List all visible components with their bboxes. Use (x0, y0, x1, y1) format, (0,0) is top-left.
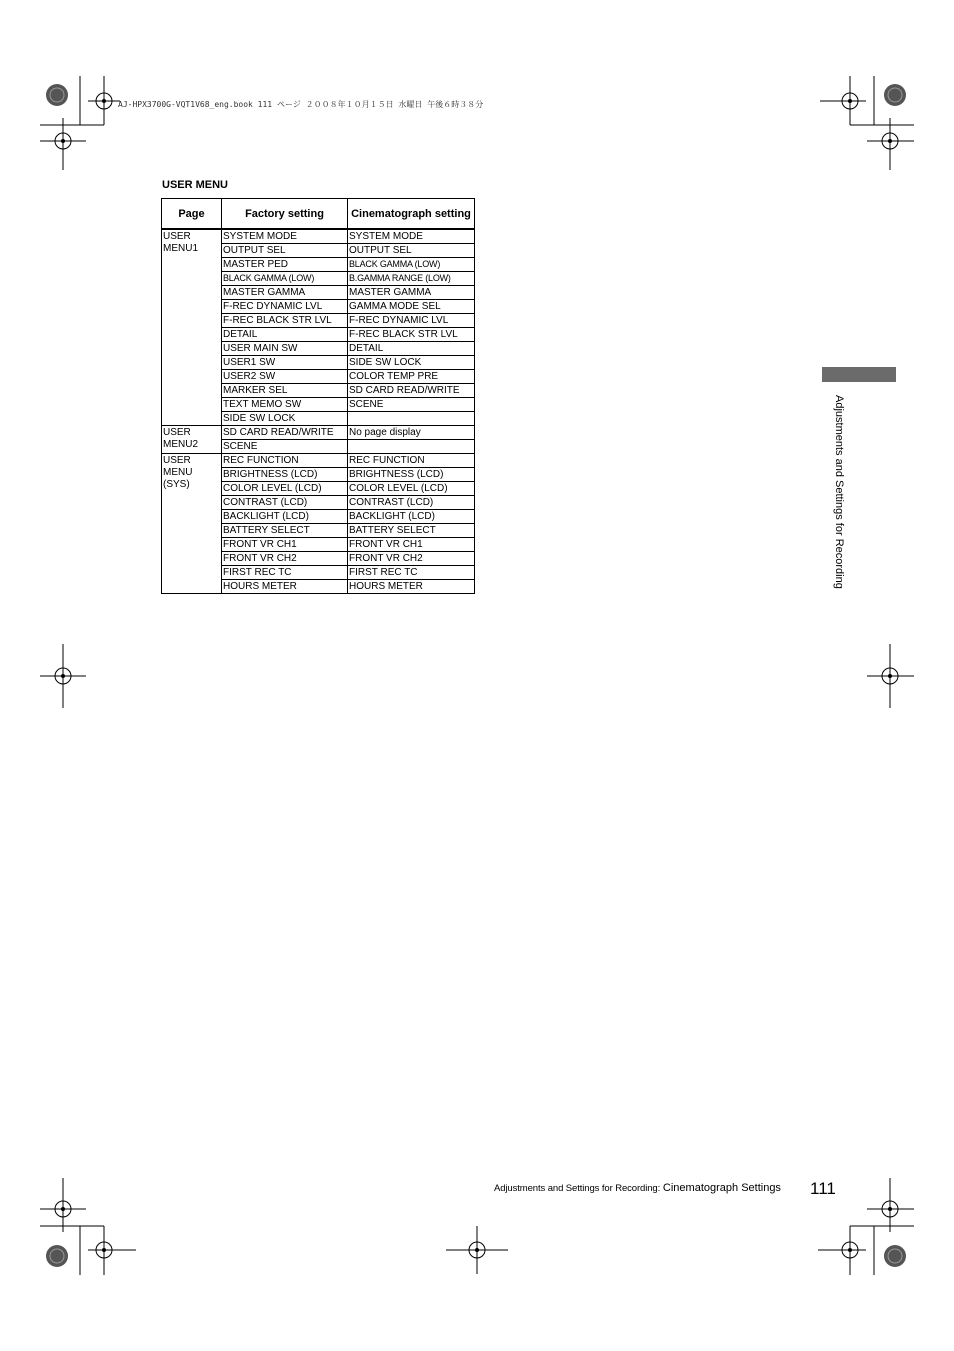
page-cell: USER MENU (SYS) (162, 454, 222, 594)
cinematograph-setting-cell: SCENE (348, 398, 475, 412)
cinematograph-setting-cell: B.GAMMA RANGE (LOW) (348, 272, 475, 286)
factory-setting-cell: F-REC DYNAMIC LVL (222, 300, 348, 314)
factory-setting-cell: SCENE (222, 440, 348, 454)
cinematograph-setting-cell: SIDE SW LOCK (348, 356, 475, 370)
factory-setting-cell: SYSTEM MODE (222, 229, 348, 244)
cinematograph-setting-cell: REC FUNCTION (348, 454, 475, 468)
cinematograph-setting-cell: F-REC DYNAMIC LVL (348, 314, 475, 328)
table-header-row (162, 199, 475, 230)
factory-setting-cell: FRONT VR CH1 (222, 538, 348, 552)
factory-setting-cell: F-REC BLACK STR LVL (222, 314, 348, 328)
cinematograph-setting-cell: COLOR TEMP PRE (348, 370, 475, 384)
cinematograph-setting-cell: F-REC BLACK STR LVL (348, 328, 475, 342)
table-body (162, 229, 475, 594)
cinematograph-setting-cell: SYSTEM MODE (348, 229, 475, 244)
factory-setting-cell: HOURS METER (222, 580, 348, 594)
cinematograph-setting-cell: FRONT VR CH1 (348, 538, 475, 552)
factory-setting-cell: FRONT VR CH2 (222, 552, 348, 566)
cinematograph-setting-cell (348, 412, 475, 426)
header-page: Page (162, 199, 222, 230)
print-header: AJ-HPX3700G-VQT1V68_eng.book 111 ページ ２００８年１０月１５日 水曜日 午後６時３８分 (118, 100, 484, 109)
factory-setting-cell: BRIGHTNESS (LCD) (222, 468, 348, 482)
factory-setting-cell: MARKER SEL (222, 384, 348, 398)
cinematograph-setting-cell: BLACK GAMMA (LOW) (348, 258, 475, 272)
factory-setting-cell: MASTER GAMMA (222, 286, 348, 300)
cinematograph-setting-cell: FIRST REC TC (348, 566, 475, 580)
factory-setting-cell: CONTRAST (LCD) (222, 496, 348, 510)
factory-setting-cell: SD CARD READ/WRITE (222, 426, 348, 440)
side-chapter-label: Adjustments and Settings for Recording (833, 395, 845, 589)
page-number: 111 (810, 1179, 836, 1198)
footer-subsection: Cinematograph Settings (662, 1182, 781, 1194)
cinematograph-setting-cell: MASTER GAMMA (348, 286, 475, 300)
cinematograph-setting-cell (348, 440, 475, 454)
factory-setting-cell: FIRST REC TC (222, 566, 348, 580)
table-row (162, 454, 475, 468)
cinematograph-setting-cell: FRONT VR CH2 (348, 552, 475, 566)
cinematograph-setting-cell: GAMMA MODE SEL (348, 300, 475, 314)
chapter-tab (822, 367, 896, 382)
factory-setting-cell: TEXT MEMO SW (222, 398, 348, 412)
footer-label (494, 1182, 781, 1194)
table-row (162, 229, 475, 244)
cinematograph-setting-cell: SD CARD READ/WRITE (348, 384, 475, 398)
factory-setting-cell: BACKLIGHT (LCD) (222, 510, 348, 524)
cinematograph-setting-cell: HOURS METER (348, 580, 475, 594)
section-title: USER MENU (162, 179, 229, 191)
factory-setting-cell: BLACK GAMMA (LOW) (222, 272, 348, 286)
factory-setting-cell: OUTPUT SEL (222, 244, 348, 258)
footer-section: Adjustments and Settings for Recording: (494, 1183, 661, 1194)
factory-setting-cell: DETAIL (222, 328, 348, 342)
cinematograph-setting-cell: No page display (348, 426, 475, 440)
cinematograph-setting-cell: BRIGHTNESS (LCD) (348, 468, 475, 482)
factory-setting-cell: USER1 SW (222, 356, 348, 370)
factory-setting-cell: MASTER PED (222, 258, 348, 272)
cinematograph-setting-cell: BATTERY SELECT (348, 524, 475, 538)
header-factory-setting: Factory setting (222, 199, 348, 230)
factory-setting-cell: REC FUNCTION (222, 454, 348, 468)
cinematograph-setting-cell: BACKLIGHT (LCD) (348, 510, 475, 524)
factory-setting-cell: SIDE SW LOCK (222, 412, 348, 426)
factory-setting-cell: BATTERY SELECT (222, 524, 348, 538)
header-cinematograph-setting: Cinematograph setting (348, 199, 475, 230)
factory-setting-cell: USER2 SW (222, 370, 348, 384)
cinematograph-setting-cell: OUTPUT SEL (348, 244, 475, 258)
cinematograph-setting-cell: COLOR LEVEL (LCD) (348, 482, 475, 496)
user-menu-table (161, 198, 475, 594)
cinematograph-setting-cell: DETAIL (348, 342, 475, 356)
cinematograph-setting-cell: CONTRAST (LCD) (348, 496, 475, 510)
factory-setting-cell: USER MAIN SW (222, 342, 348, 356)
table-row (162, 426, 475, 440)
page-cell: USER MENU1 (162, 229, 222, 426)
page-cell: USER MENU2 (162, 426, 222, 454)
factory-setting-cell: COLOR LEVEL (LCD) (222, 482, 348, 496)
